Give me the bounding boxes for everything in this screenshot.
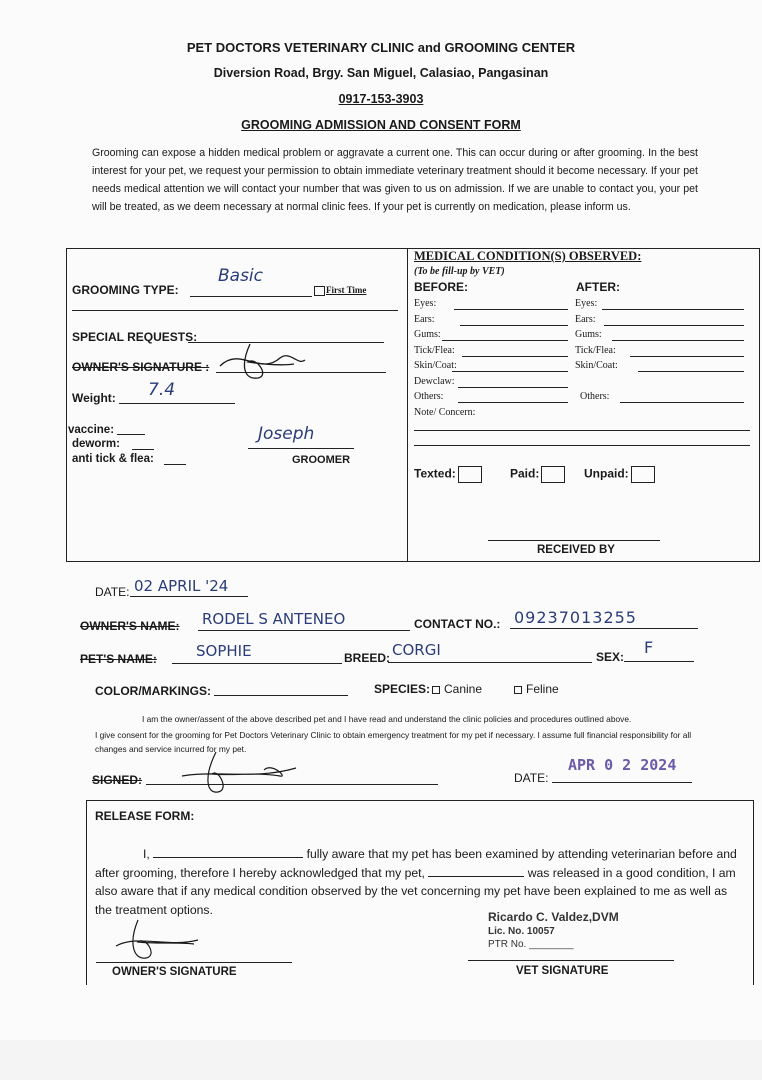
before-item-label: Tick/Flea:	[414, 344, 455, 356]
deworm-line[interactable]	[132, 449, 154, 450]
clinic-address: Diversion Road, Brgy. San Miguel, Calasiao, Pangasinan	[213, 66, 549, 80]
sex-line[interactable]	[624, 661, 694, 662]
contact-value[interactable]: 09237013255	[514, 608, 637, 627]
before-label: BEFORE:	[414, 280, 468, 294]
weight-line[interactable]	[119, 403, 235, 404]
before-item-line[interactable]	[458, 402, 568, 403]
paid-label: Paid:	[510, 466, 540, 481]
vet-sig-label: VET SIGNATURE	[516, 965, 609, 977]
consent-line-1: I am the owner/assent of the above described pet and I have read and understand the clinic policies and procedures outlined above.	[142, 714, 632, 724]
vet-sig-line[interactable]	[468, 960, 674, 961]
unpaid-label: Unpaid:	[584, 466, 629, 481]
medical-title: MEDICAL CONDITION(S) OBSERVED:	[414, 249, 642, 263]
owner-signature-scribble	[210, 336, 310, 386]
vet-ptr: PTR No. ________	[488, 939, 574, 950]
breed-value[interactable]: CORGI	[392, 641, 441, 659]
species-canine-box[interactable]	[432, 686, 440, 694]
form-title: GROOMING ADMISSION AND CONSENT FORM	[241, 118, 521, 132]
groomer-name-value[interactable]: Joseph	[258, 424, 315, 444]
weight-label: Weight:	[72, 391, 116, 405]
before-item-line[interactable]	[458, 387, 568, 388]
note-line-2[interactable]	[414, 445, 750, 446]
release-title: RELEASE FORM:	[95, 809, 195, 823]
consent-signature-scribble	[176, 746, 316, 798]
date-stamp: APR 0 2 2024	[568, 756, 677, 774]
owner-name-line[interactable]	[198, 630, 410, 631]
after-item-line[interactable]	[604, 325, 744, 326]
sex-value[interactable]: F	[644, 638, 654, 657]
consent-date-line[interactable]	[552, 782, 692, 783]
release-owner-signature-scribble	[108, 914, 208, 964]
owner-name-label: OWNER'S NAME:	[80, 619, 180, 633]
signed-label: SIGNED:	[92, 773, 143, 787]
received-by-line[interactable]	[488, 540, 660, 541]
species-canine-label: Canine	[444, 682, 483, 696]
release-owner-blank[interactable]	[153, 847, 303, 858]
texted-checkbox[interactable]	[458, 466, 482, 483]
note-line-1[interactable]	[414, 430, 750, 431]
release-owner-sig-line[interactable]	[96, 962, 292, 963]
vet-name: Ricardo C. Valdez,DVM	[488, 910, 619, 924]
before-item-line[interactable]	[442, 340, 568, 341]
owner-signature-label: OWNER'S SIGNATURE :	[72, 360, 210, 374]
sex-label: SEX:	[596, 650, 625, 664]
vaccine-line[interactable]	[117, 434, 145, 435]
after-item-line[interactable]	[612, 340, 744, 341]
after-item-label: Tick/Flea:	[575, 344, 616, 356]
before-item-line[interactable]	[460, 325, 568, 326]
before-item-label: Eyes:	[414, 298, 437, 309]
anti-tick-label: anti tick & flea:	[72, 453, 154, 465]
after-item-label: Eyes:	[575, 298, 598, 309]
after-item-line[interactable]	[602, 309, 744, 310]
texted-label: Texted:	[414, 466, 456, 481]
after-label: AFTER:	[576, 280, 620, 294]
release-text-c: was released in a good condition, I am also aware that if any medical condition observed by the vet concerning my pet have been explained to me as well as the treatment options.	[95, 865, 736, 917]
first-time-box[interactable]	[314, 286, 325, 296]
consent-line-2: I give consent for the grooming for Pet Doctors Veterinary Clinic to obtain emergency treatment for my pet if necessary. I assume full financial responsibility for all changes and service incurred for my pet.	[95, 730, 692, 754]
release-pet-blank[interactable]	[428, 866, 524, 877]
grooming-type-line	[190, 296, 312, 297]
release-owner-sig-label: OWNER'S SIGNATURE	[112, 966, 237, 978]
deworm-label: deworm:	[72, 438, 120, 450]
intro-paragraph: Grooming can expose a hidden medical problem or aggravate a current one. This can occur during or after grooming. In the best interest for your pet, we request your permission to obtain immediate veterinary treatment should it become necessary. If your pet needs medical attention we will contact your number that was given to us on admission. If we are unable to contact you, your pet will be treated, as we deem necessary at normal clinic fees. If your pet is currently on medication, please inform us.	[92, 147, 698, 213]
clinic-name: PET DOCTORS VETERINARY CLINIC and GROOMING CENTER	[186, 40, 576, 55]
after-item-line[interactable]	[620, 402, 744, 403]
weight-value[interactable]: 7.4	[148, 380, 176, 400]
received-by-label: RECEIVED BY	[537, 544, 615, 556]
color-label: COLOR/MARKINGS:	[95, 684, 211, 698]
vaccine-label: vaccine:	[68, 424, 115, 436]
unpaid-field[interactable]	[584, 466, 655, 483]
species-canine-option[interactable]	[432, 682, 482, 696]
grooming-extra-line	[72, 310, 398, 311]
special-requests-label: SPECIAL REQUESTS:	[72, 330, 198, 344]
pet-name-value[interactable]: SOPHIE	[196, 642, 252, 660]
date-label: DATE:	[95, 585, 130, 599]
date-value[interactable]: 02 APRIL '24	[134, 577, 229, 595]
before-item-line[interactable]	[452, 371, 568, 372]
medical-subtitle: (To be fill-up by VET)	[414, 266, 505, 277]
breed-label: BREED:	[344, 651, 391, 665]
first-time-label: First Time	[326, 285, 367, 295]
before-item-label: Ears:	[414, 313, 435, 325]
paid-checkbox[interactable]	[541, 466, 565, 483]
contact-label: CONTACT NO.:	[414, 617, 501, 631]
before-item-line[interactable]	[462, 356, 568, 357]
owner-name-value[interactable]: RODEL S ANTENEO	[202, 610, 346, 628]
pet-name-label: PET'S NAME:	[80, 652, 157, 666]
after-item-line[interactable]	[638, 371, 744, 372]
texted-field[interactable]	[414, 466, 482, 483]
contact-line[interactable]	[510, 628, 698, 629]
before-item-label: Others:	[414, 391, 444, 402]
release-text-b: fully aware that my pet has been examined by attending veterinarian before and after grooming, therefore I hereby acknowledged that my pet,	[95, 847, 737, 880]
before-item-label: Dewclaw:	[414, 375, 455, 387]
species-feline-label: Feline	[526, 682, 559, 696]
first-time-checkbox[interactable]	[314, 285, 366, 296]
clinic-phone: 0917-153-3903	[338, 92, 424, 106]
vet-lic: Lic. No. 10057	[488, 926, 555, 937]
before-item-label: Skin/Coat:	[414, 360, 457, 371]
consent-date-label: DATE:	[514, 771, 549, 785]
after-item-label: Skin/Coat:	[575, 360, 618, 371]
note-label: Note/ Concern:	[414, 407, 476, 418]
after-item-label: Gums:	[575, 329, 602, 340]
before-item-label: Gums:	[414, 329, 441, 340]
after-item-label: Others:	[580, 391, 610, 402]
before-item-line[interactable]	[454, 309, 568, 310]
pet-name-line[interactable]	[172, 663, 342, 664]
release-text-a: I,	[143, 847, 150, 861]
after-item-line[interactable]	[630, 356, 744, 357]
anti-tick-line[interactable]	[164, 464, 186, 465]
grooming-type-label: GROOMING TYPE:	[72, 283, 179, 297]
grooming-type-value[interactable]: Basic	[218, 266, 264, 286]
color-line[interactable]	[214, 695, 348, 696]
groomer-label: GROOMER	[292, 454, 351, 466]
species-feline-option[interactable]	[514, 682, 559, 696]
unpaid-checkbox[interactable]	[631, 466, 655, 483]
groomer-line	[248, 448, 354, 449]
panel-divider	[407, 248, 408, 561]
species-feline-box[interactable]	[514, 686, 522, 694]
breed-line[interactable]	[388, 662, 592, 663]
release-paragraph	[95, 845, 747, 919]
paid-field[interactable]	[510, 466, 565, 483]
after-item-label: Ears:	[575, 313, 596, 325]
species-label: SPECIES:	[374, 682, 431, 696]
date-line[interactable]	[130, 596, 248, 597]
